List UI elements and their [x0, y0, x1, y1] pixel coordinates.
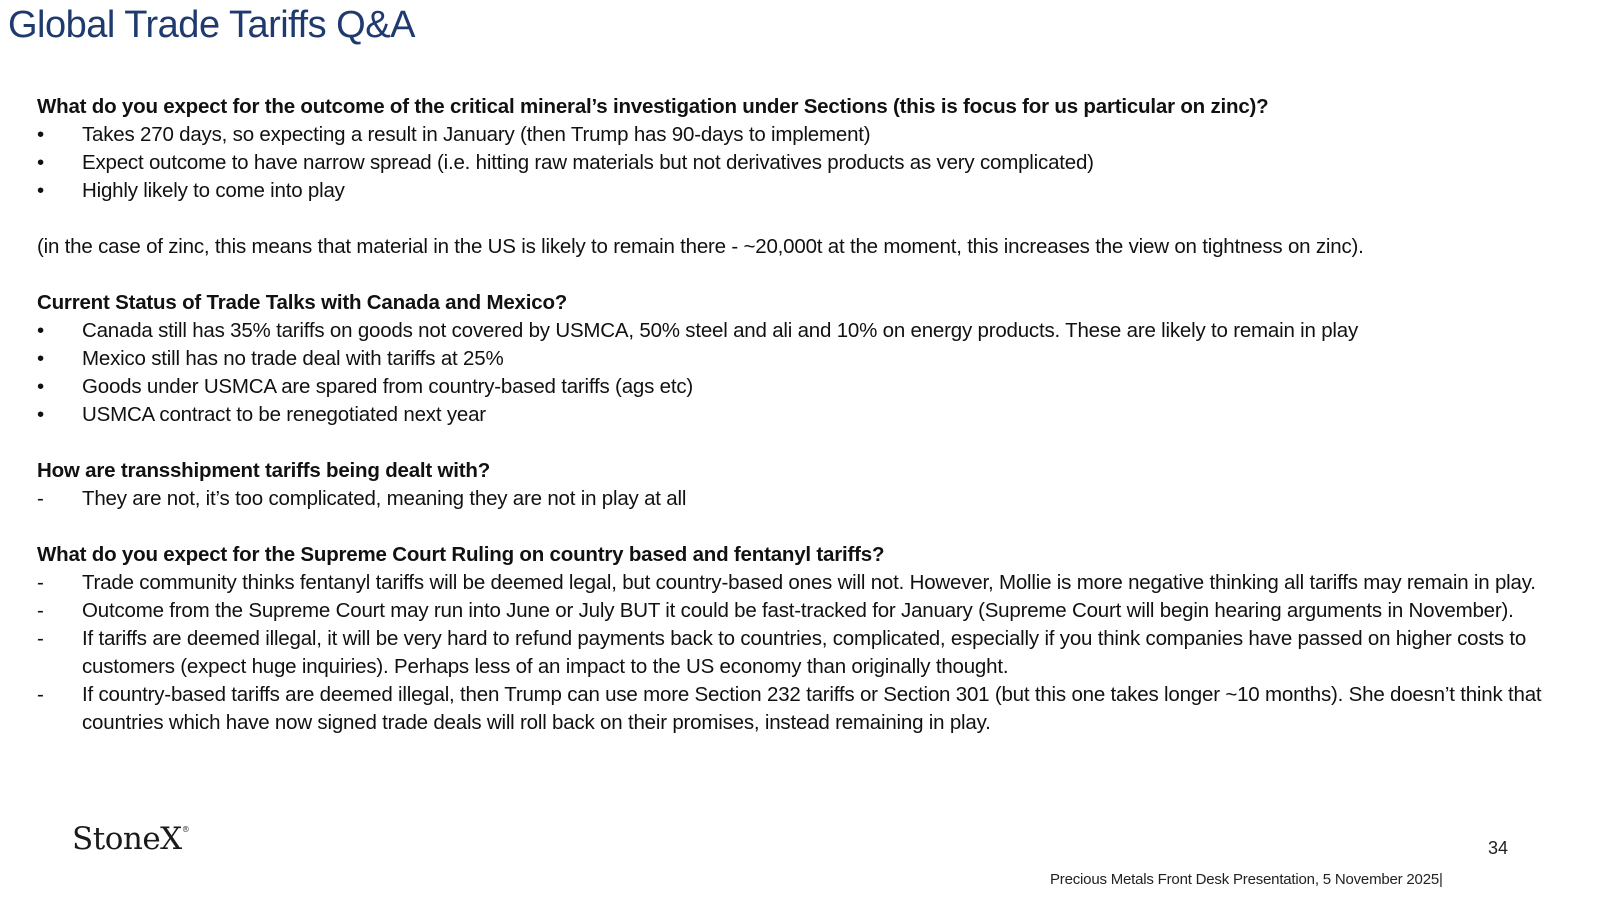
list-item-text: Expect outcome to have narrow spread (i.e. hitting raw materials but not derivatives products as very complicated)	[82, 151, 1094, 174]
dash-marker: -	[37, 599, 44, 622]
qa-section	[37, 541, 1557, 737]
list-item	[37, 149, 1557, 177]
question-heading: What do you expect for the outcome of the critical mineral’s investigation under Sections (this is focus for us particular on zinc)?	[37, 95, 1269, 118]
bullet-marker: •	[37, 403, 44, 426]
qa-content	[37, 93, 1557, 737]
list-item-text: Canada still has 35% tariffs on goods not covered by USMCA, 50% steel and ali and 10% on energy products. These are likely to remain in play	[82, 319, 1359, 342]
list-item-text: They are not, it’s too complicated, meaning they are not in play at all	[82, 487, 687, 510]
dash-marker: -	[37, 627, 44, 650]
qa-section	[37, 93, 1557, 205]
list-item	[37, 485, 1557, 513]
dash-marker: -	[37, 487, 44, 510]
question-heading: What do you expect for the Supreme Court Ruling on country based and fentanyl tariffs?	[37, 543, 885, 566]
list-item-text: Trade community thinks fentanyl tariffs will be deemed legal, but country-based ones will not. However, Mollie is more negative thinking all tariffs may remain in play.	[82, 571, 1536, 594]
page-title: Global Trade Tariffs Q&A	[8, 4, 415, 46]
qa-section	[37, 289, 1557, 429]
list-item	[37, 177, 1557, 205]
bullet-marker: •	[37, 179, 44, 202]
footer-text: Precious Metals Front Desk Presentation, 5 November 2025|	[1050, 871, 1443, 888]
list-item	[37, 345, 1557, 373]
list-item-text: Mexico still has no trade deal with tariffs at 25%	[82, 347, 504, 370]
bullet-marker: •	[37, 375, 44, 398]
list-item-text: If tariffs are deemed illegal, it will be very hard to refund payments back to countries, complicated, especially if you think companies have passed on higher costs to customers (expect huge inquiries). Perhaps less of an impact to the US economy than originally thought.	[82, 627, 1527, 678]
list-item	[37, 121, 1557, 149]
question-heading: How are transshipment tariffs being dealt with?	[37, 459, 491, 482]
qa-section	[37, 233, 1557, 261]
note-paragraph: (in the case of zinc, this means that material in the US is likely to remain there - ~20,000t at the moment, this increases the view on tightness on zinc).	[37, 235, 1364, 258]
stonex-logo	[72, 821, 190, 857]
list-item	[37, 681, 1557, 737]
list-item	[37, 569, 1557, 597]
page-number: 34	[1488, 838, 1509, 858]
list-item	[37, 373, 1557, 401]
logo-registered-mark: ®	[181, 825, 190, 834]
logo-text: StoneX	[72, 821, 182, 857]
qa-section	[37, 457, 1557, 513]
list-item-text: USMCA contract to be renegotiated next year	[82, 403, 486, 426]
list-item-text: Highly likely to come into play	[82, 179, 345, 202]
list-item	[37, 625, 1557, 681]
list-item-text: Outcome from the Supreme Court may run into June or July BUT it could be fast-tracked for January (Supreme Court will begin hearing arguments in November).	[82, 599, 1514, 622]
bullet-marker: •	[37, 151, 44, 174]
bullet-marker: •	[37, 347, 44, 370]
question-heading: Current Status of Trade Talks with Canada and Mexico?	[37, 291, 568, 314]
dash-marker: -	[37, 571, 44, 594]
bullet-marker: •	[37, 123, 44, 146]
dash-marker: -	[37, 683, 44, 706]
bullet-marker: •	[37, 319, 44, 342]
list-item-text: Goods under USMCA are spared from country-based tariffs (ags etc)	[82, 375, 694, 398]
list-item	[37, 317, 1557, 345]
list-item	[37, 597, 1557, 625]
list-item	[37, 401, 1557, 429]
list-item-text: If country-based tariffs are deemed illegal, then Trump can use more Section 232 tariffs or Section 301 (but this one takes longer ~10 months). She doesn’t think that countries which have now signed trade deals will roll back on their promises, instead remaining in play.	[82, 683, 1542, 734]
list-item-text: Takes 270 days, so expecting a result in January (then Trump has 90-days to implement)	[82, 123, 871, 146]
